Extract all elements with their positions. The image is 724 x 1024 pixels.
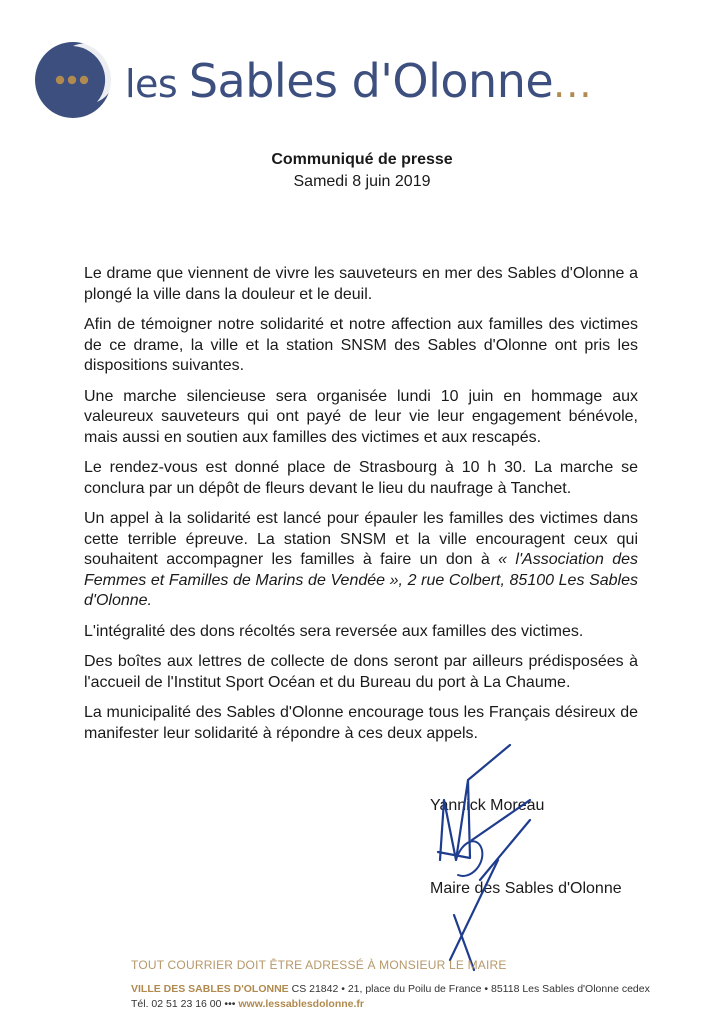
footer-address: [131, 983, 650, 995]
paragraph-7: Des boîtes aux lettres de collecte de dons seront par ailleurs prédisposées à l'accueil de l'Institut Sport Océan et du Bureau du port à La Chaume.: [84, 653, 638, 691]
press-release-date: Samedi 8 juin 2019: [293, 173, 431, 190]
footer-phone: Tél. 02 51 23 16 00: [131, 998, 225, 1010]
paragraph-6: L'intégralité des dons récoltés sera reversée aux familles des victimes.: [84, 622, 584, 640]
footer-city: VILLE DES SABLES D'OLONNE: [131, 983, 289, 995]
paragraph-5-text: Un appel à la solidarité est lancé pour épauler les familles des victimes dans cette terrible épreuve. La station SNSM et la ville encouragent ceux qui souhaitent accompagner les familles à faire un don à: [84, 510, 638, 568]
footer-website: www.lessablesdolonne.fr: [238, 998, 365, 1010]
letter-body: [84, 264, 638, 754]
paragraph-4: Le rendez-vous est donné place de Strasbourg à 10 h 30. La marche se conclura par un dépôt de fleurs devant le lieu du naufrage à Tanchet.: [84, 459, 638, 497]
footer-contact: [131, 998, 364, 1010]
logo-emblem-icon: [33, 40, 113, 120]
footer-address-text: CS 21842 • 21, place du Poilu de France • 85118 Les Sables d'Olonne cedex: [288, 983, 650, 995]
logo-les: les: [125, 62, 189, 106]
association-address: « l'Association des Femmes et Familles de Marins de Vendée », 2 rue Colbert, 85100 Les Sables d'Olonne.: [84, 551, 639, 609]
signatory-name: Yannick Moreau: [430, 797, 545, 814]
logo-wordmark: [125, 54, 592, 108]
press-release-title: Communiqué de presse: [271, 151, 453, 168]
footer-dots: •••: [224, 998, 239, 1010]
paragraph-8: La municipalité des Sables d'Olonne encourage tous les Français désireux de manifester leur solidarité à répondre à ces deux appels.: [84, 704, 638, 742]
logo-dots: ...: [553, 62, 593, 106]
paragraph-2: Afin de témoigner notre solidarité et notre affection aux familles des victimes de ce drame, la ville et la station SNSM des Sables d'Olonne ont pris les dispositions suivantes.: [84, 316, 638, 374]
paragraph-5: [84, 509, 638, 612]
logo-city-name: Sables d'Olonne: [188, 54, 554, 108]
footer-mail-notice: TOUT COURRIER DOIT ÊTRE ADRESSÉ À MONSIEUR LE MAIRE: [131, 958, 507, 972]
signatory-role: Maire des Sables d'Olonne: [430, 880, 622, 897]
city-logo: [33, 40, 633, 130]
paragraph-3: Une marche silencieuse sera organisée lundi 10 juin en hommage aux valeureux sauveteurs qui ont payé de leur vie leur engagement bénévole, mais aussi en soutien aux familles des victimes et aux rescapés.: [84, 387, 638, 446]
handwritten-signature: [410, 740, 540, 980]
paragraph-1: Le drame que viennent de vivre les sauveteurs en mer des Sables d'Olonne a plongé la ville dans la douleur et le deuil.: [84, 265, 638, 303]
